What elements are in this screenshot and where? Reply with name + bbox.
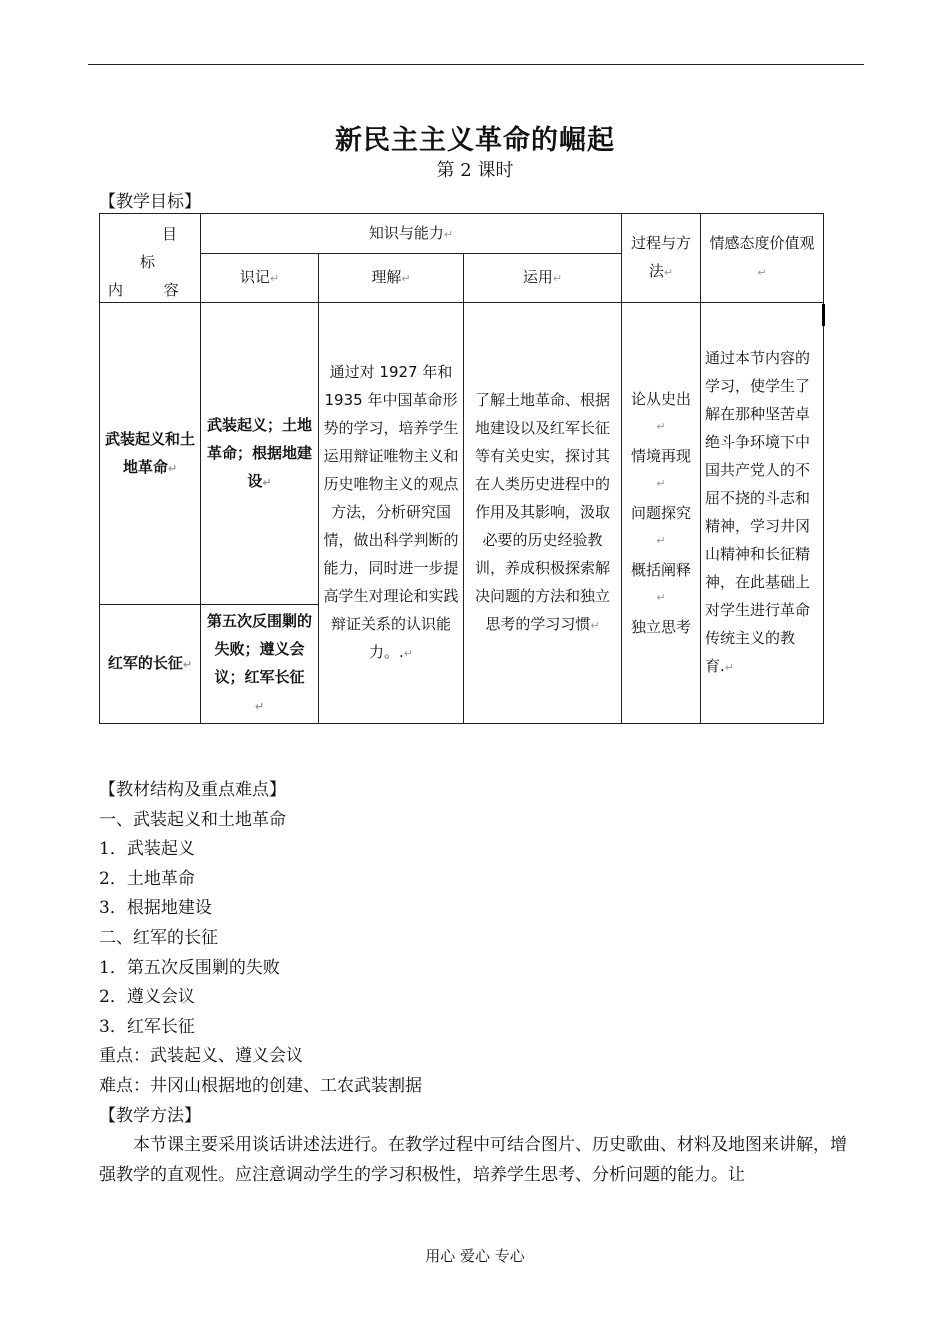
content-line: 1．武装起义 [99, 839, 195, 860]
understand-cell: 通过对 1927 年和 1935 年中国革命形势的学习，培养学生运用辩证唯物主义和历史唯物主义的观点方法，分析研究国情，做出科学判断的能力，同时进一步提高学生对理论和实践辩证关系的认识能力。.↵ [319, 303, 464, 724]
process-item: 概括阐释 [630, 560, 691, 579]
emotion-cell: 通过本节内容的学习，使学生了解在那种坚苦卓绝斗争环境下中国共产党人的不屈不挠的斗志和精神，学习井冈山精神和长征精神，在此基础上对学生进行革命传统主义的教育.↵ [701, 303, 824, 724]
content-line: 2．土地革命 [99, 868, 195, 889]
content-line: 3．根据地建设 [99, 898, 212, 919]
content-line: 一、武装起义和土地革命 [99, 809, 286, 830]
corner-bottom: 内 容 [108, 281, 197, 299]
emotion-header: 情感态度价值观↵ [701, 214, 824, 303]
method-heading: 【教学方法】 [99, 1105, 201, 1126]
row1-memorize: 武装起义；土地革命；根据地建设↵ [201, 303, 319, 605]
row2-label: 红军的长征↵ [100, 605, 201, 724]
content-line: 1．第五次反围剿的失败 [99, 957, 280, 978]
structure-heading: 【教材结构及重点难点】 [99, 780, 286, 800]
process-item: 论从史出 [630, 389, 691, 408]
lesson-subtitle: 第 2 课时 [436, 160, 514, 181]
row1-label: 武装起义和土地革命↵ [100, 303, 201, 605]
table-edge-marker [822, 304, 825, 326]
row2-memorize: 第五次反围剿的失败；遵义会议；红军长征 ↵ [201, 605, 319, 724]
content-line: 二、红军的长征 [99, 927, 218, 948]
page-footer: 用心 爱心 专心 [425, 1247, 525, 1265]
corner-mid: 标 [140, 253, 156, 271]
page-title: 新民主主义革命的崛起 [335, 125, 615, 156]
subheader-understand: 理解↵ [319, 254, 464, 303]
content-section [99, 776, 859, 1190]
apply-cell: 了解土地革命、根据地建设以及红军长征等有关史实，探讨其在人类历史进程中的作用及其影响，汲取必要的历史经验教训，养成积极探索解决问题的方法和独立思考的学习习惯↵ [464, 303, 622, 724]
process-item: 独立思考 [630, 617, 691, 636]
key-points: 重点：武装起义、遵义会议 [99, 1046, 303, 1067]
objectives-heading: 【教学目标】 [99, 192, 201, 212]
process-item: 情境再现 [630, 446, 691, 465]
header-rule [88, 64, 864, 65]
process-header: 过程与方法↵ [622, 214, 701, 303]
knowledge-header: 知识与能力↵ [201, 214, 622, 254]
subheader-apply: 运用↵ [464, 254, 622, 303]
process-item: 问题探究 [630, 503, 691, 522]
table-corner-cell [100, 214, 201, 303]
objectives-table [99, 213, 824, 724]
subheader-memorize: 识记↵ [201, 254, 319, 303]
corner-top: 目 [162, 225, 178, 243]
difficult-points: 难点：井冈山根据地的创建、工农武装割据 [99, 1075, 422, 1096]
content-line: 2．遵义会议 [99, 987, 195, 1008]
process-cell: 论从史出 ↵ 情境再现 ↵ 问题探究 ↵ 概括阐释 ↵ 独立思考 [622, 303, 701, 724]
content-line: 3．红军长征 [99, 1016, 195, 1037]
method-paragraph: 本节课主要采用谈话讲述法进行。在教学过程中可结合图片、历史歌曲、材料及地图来讲解，增强教学的直观性。应注意调动学生的学习积极性，培养学生思考、分析问题的能力。让 [99, 1135, 847, 1185]
